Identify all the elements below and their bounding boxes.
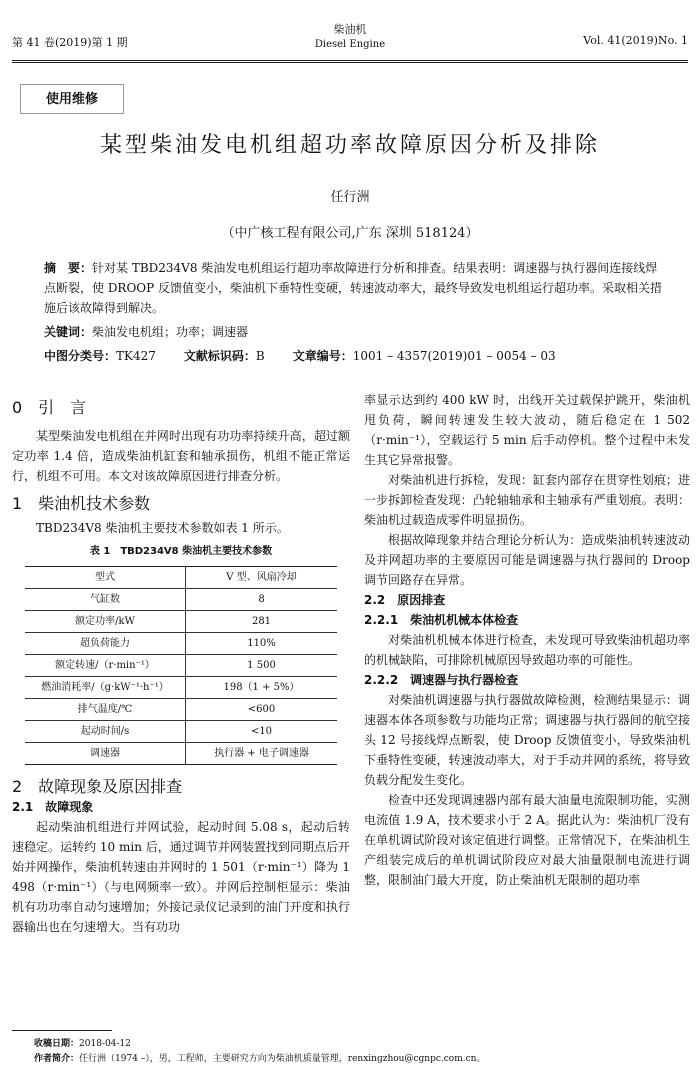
table-cell: 执行器 + 电子调速器 [186, 743, 338, 765]
doc-code-label: 文献标识码： [183, 349, 256, 363]
table-row [25, 699, 337, 721]
affiliation: （中广核工程有限公司,广东 深圳 518124） [221, 226, 479, 241]
author-bio-label: 作者简介： [34, 1054, 80, 1064]
journal-name-cn: 柴油机 [333, 23, 367, 36]
paragraph: 率显示达到约 400 kW 时，出线开关过载保护跳开，柴油机甩负荷，瞬间转速发生较大波动，随后稳定在 1 502（r·min⁻¹），空载运行 5 min 后手动停机。整个过程中未发生其它异常报警。 [364, 393, 690, 467]
paper-title: 某型柴油发电机组超功率故障原因分析及排除 [99, 133, 600, 158]
paragraph: 起动柴油机组进行并网试验，起动时间 5.08 s，起动后转速稳定。运转约 10 min 后，通过调节并网装置找到同期点后开始并网操作，柴油机转速由并网时的 1 501（r·min⁻¹）降为 1 498（r·min⁻¹）（与电网频率一致）。并网后控制柜显示：柴油机有功功率自动匀速增加；外接记录仪记录到的油门开度和执行器输出也在匀速增大。当有功功 [12, 820, 350, 934]
paragraph: 对柴油机调速器与执行器做故障检测，检测结果显示：调速器本体各项参数与功能均正常；调速器与执行器间的航空接头 12 号接线焊点断裂，使 Droop 反馈值变小，导致柴油机下垂特性变硬，转速波动率大，对于手动并网的系统，将导致负载分配发生变化。 [364, 693, 690, 787]
table-cell: <10 [186, 721, 338, 743]
doc-code-value: B [255, 349, 265, 363]
journal-name-en: Diesel Engine [314, 39, 386, 50]
table-caption: 表 1 TBD234V8 柴油机主要技术参数 [89, 546, 273, 557]
abstract-text: 针对某 TBD234V8 柴油发电机组运行超功率故障进行分析和排查。结果表明：调速器与执行器间连接线焊点断裂，使 DROOP 反馈值变小，柴油机下垂特性变硬，转速波动率大，最终导致发电机组运行超功率。采取相关措施后该故障得到解决。 [44, 261, 663, 315]
classification [44, 347, 556, 364]
paragraph: 对柴油机机械本体进行检查，未发现可导致柴油机超功率的机械缺陷，可排除机械原因导致超功率的可能性。 [364, 633, 690, 667]
table-cell: 额定功率/kW [25, 611, 186, 633]
subsection-heading: 2.2.1 柴油机机械本体检查 [364, 613, 519, 627]
parameter-table [25, 566, 337, 765]
table-row [25, 633, 337, 655]
section-heading: 2 故障现象及原因排查 [12, 777, 183, 796]
footnote-rule [12, 1030, 112, 1031]
keywords-text: 柴油发电机组；功率；调速器 [92, 325, 249, 339]
abstract [44, 258, 664, 318]
received-date [34, 1036, 131, 1049]
table-row [25, 743, 337, 765]
paragraph: 对柴油机进行拆检，发现：缸套内部存在贯穿性划痕；进一步拆卸检查发现：凸轮轴轴承和主轴承有严重划痕。表明：柴油机过载造成零件明显损伤。 [364, 473, 690, 527]
table-cell: 气缸数 [25, 589, 186, 611]
volume-info: Vol. 41(2019)No. 1 [583, 34, 688, 47]
table-row [25, 655, 337, 677]
author: 任行洲 [330, 190, 370, 205]
issue-info: 第 41 卷(2019)第 1 期 [12, 36, 128, 49]
subsection-heading: 2.1 故障现象 [12, 800, 94, 814]
table-row [25, 677, 337, 699]
table-cell: 燃油消耗率/（g·kW⁻¹·h⁻¹） [25, 677, 186, 699]
table-row [25, 567, 337, 589]
subsection-heading: 2.2.2 调速器与执行器检查 [364, 673, 519, 687]
keywords-label: 关键词： [44, 325, 93, 339]
paragraph: 某型柴油发电机组在并网时出现有功功率持续升高，超过额定功率 1.4 倍，造成柴油机缸套和轴承损伤，机组不能正常运行，机组不可用。本文对该故障原因进行排查分析。 [12, 429, 350, 483]
clc-label: 中图分类号： [44, 349, 117, 363]
section-tag: 使用维修 [20, 84, 124, 114]
received-value: 2018-04-12 [79, 1039, 131, 1049]
subsection-heading: 2.2 原因排查 [364, 593, 446, 607]
left-column [12, 398, 350, 937]
table-cell: 8 [186, 589, 338, 611]
received-label: 收稿日期： [34, 1039, 80, 1049]
paragraph: TBD234V8 柴油机主要技术参数如表 1 所示。 [36, 521, 289, 535]
table-cell: 1 500 [186, 655, 338, 677]
table-cell: 281 [186, 611, 338, 633]
author-bio [34, 1051, 485, 1064]
right-column [364, 390, 690, 890]
table-cell: 超负荷能力 [25, 633, 186, 655]
table-cell: 排气温度/℃ [25, 699, 186, 721]
table-row [25, 589, 337, 611]
clc-value: TK427 [116, 349, 156, 363]
abstract-label: 摘 要： [44, 261, 93, 275]
header-rule [12, 60, 688, 61]
article-no-value: 1001 – 4357(2019)01 – 0054 – 03 [352, 349, 556, 363]
table-cell: 110% [186, 633, 338, 655]
paragraph: 检查中还发现调速器内部有最大油量电流限制功能，实测电流值 1.9 A，技术要求小于 2 A。据此认为：柴油机厂没有在单机调试阶段对该定值进行调整。正常情况下，在柴油机生产组装完成后的单机调试阶段应对最大油量限制电流进行调整，限制油门最大开度，防止柴油机无限制的超功率 [364, 793, 690, 887]
table-cell: 198（1 + 5%） [186, 677, 338, 699]
table-cell: 型式 [25, 567, 186, 589]
author-bio-text: 任行洲（1974 –），男，工程师，主要研究方向为柴油机质量管理，renxingzhou@cgnpc.com.cn。 [79, 1054, 486, 1064]
header-rule-2 [12, 62, 688, 63]
section-heading: 0 引 言 [12, 398, 87, 417]
table-cell: 额定转速/（r·min⁻¹） [25, 655, 186, 677]
table-cell: V 型、风扇冷却 [186, 567, 338, 589]
article-no-label: 文章编号： [292, 349, 353, 363]
keywords [44, 323, 248, 340]
table-cell: 调速器 [25, 743, 186, 765]
section-heading: 1 柴油机技术参数 [12, 494, 151, 513]
table-cell: 起动时间/s [25, 721, 186, 743]
table-row [25, 721, 337, 743]
table-cell: <600 [186, 699, 338, 721]
table-row [25, 611, 337, 633]
paragraph: 根据故障现象并结合理论分析认为：造成柴油机转速波动及并网超功率的主要原因可能是调速器与执行器间的 Droop 调节回路存在异常。 [364, 533, 690, 587]
